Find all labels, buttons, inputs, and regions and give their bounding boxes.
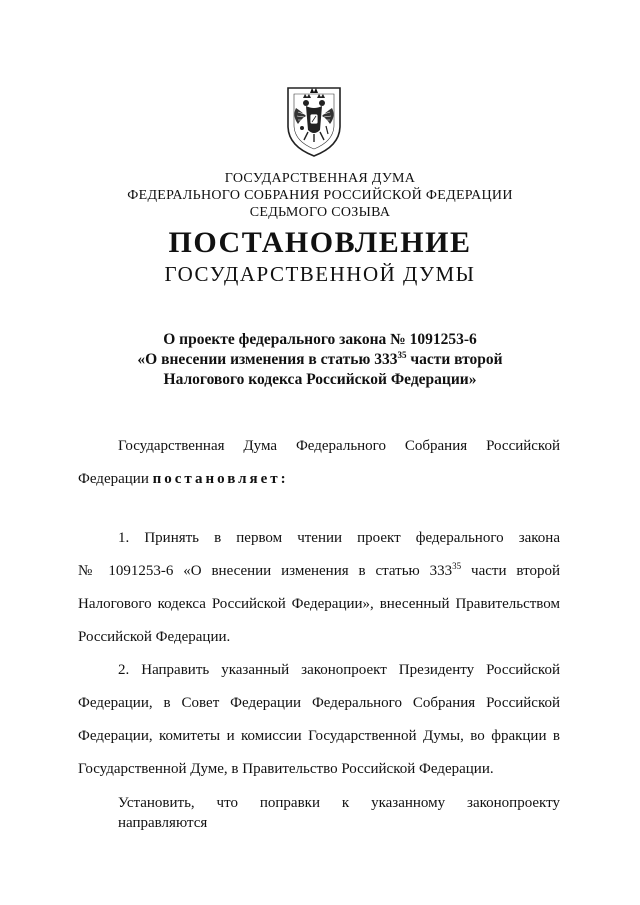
- preamble-line-1: Государственная Дума Федерального Собрания Российской: [118, 438, 560, 454]
- subject-line-2-pre: «О внесении изменения в статью 333: [137, 351, 398, 368]
- item-2-line-3: Федерации, комитеты и комиссии Государственной Думы, во фракции в: [78, 728, 560, 744]
- item-1-line-2: [78, 561, 560, 594]
- subject-line-2-post: части второй: [406, 351, 503, 368]
- item-3: [78, 793, 560, 831]
- subject-article-superscript: 35: [397, 350, 407, 360]
- org-line-1: ГОСУДАРСТВЕННАЯ ДУМА: [224, 171, 416, 186]
- item-1-line-3: Налогового кодекса Российской Федерации», внесенный Правительством: [78, 596, 560, 612]
- item-2-line-2: Федерации, в Совет Федерации Федерального Собрания Российской: [78, 695, 560, 711]
- item-1-line-2-post: части второй: [461, 563, 560, 579]
- item-1-line-2-pre: № 1091253-6 «О внесении изменения в статью 333: [78, 563, 453, 579]
- subject-line-2: [0, 350, 640, 370]
- item-1-line-1: 1. Принять в первом чтении проект федерального закона: [118, 530, 560, 546]
- preamble: [78, 436, 560, 502]
- coat-of-arms-icon: [282, 82, 346, 158]
- preamble-start: Федерации: [78, 471, 153, 487]
- subject-line-3: Налогового кодекса Российской Федерации»: [163, 371, 477, 388]
- item-2: [78, 660, 560, 792]
- item-3-line-1: Установить, что поправки к указанному законопроекту направляются: [118, 795, 560, 831]
- org-line-2: ФЕДЕРАЛЬНОГО СОБРАНИЯ РОССИЙСКОЙ ФЕДЕРАЦИИ: [127, 188, 513, 203]
- item-1-article-superscript: 35: [452, 561, 462, 571]
- item-2-line-1: 2. Направить указанный законопроект Президенту Российской: [118, 662, 560, 678]
- item-1-line-4: Российской Федерации.: [78, 629, 231, 645]
- document-title: ПОСТАНОВЛЕНИЕ: [168, 226, 472, 259]
- resolution-keyword: постановляет:: [152, 471, 289, 487]
- item-2-line-4: Государственной Думе, в Правительство Российской Федерации.: [78, 761, 494, 777]
- document-subtitle: ГОСУДАРСТВЕННОЙ ДУМЫ: [164, 262, 476, 286]
- item-1: [78, 528, 560, 660]
- preamble-line-2: [78, 469, 560, 502]
- org-line-3: СЕДЬМОГО СОЗЫВА: [249, 205, 391, 220]
- subject-line-1: О проекте федерального закона № 1091253-6: [163, 331, 477, 348]
